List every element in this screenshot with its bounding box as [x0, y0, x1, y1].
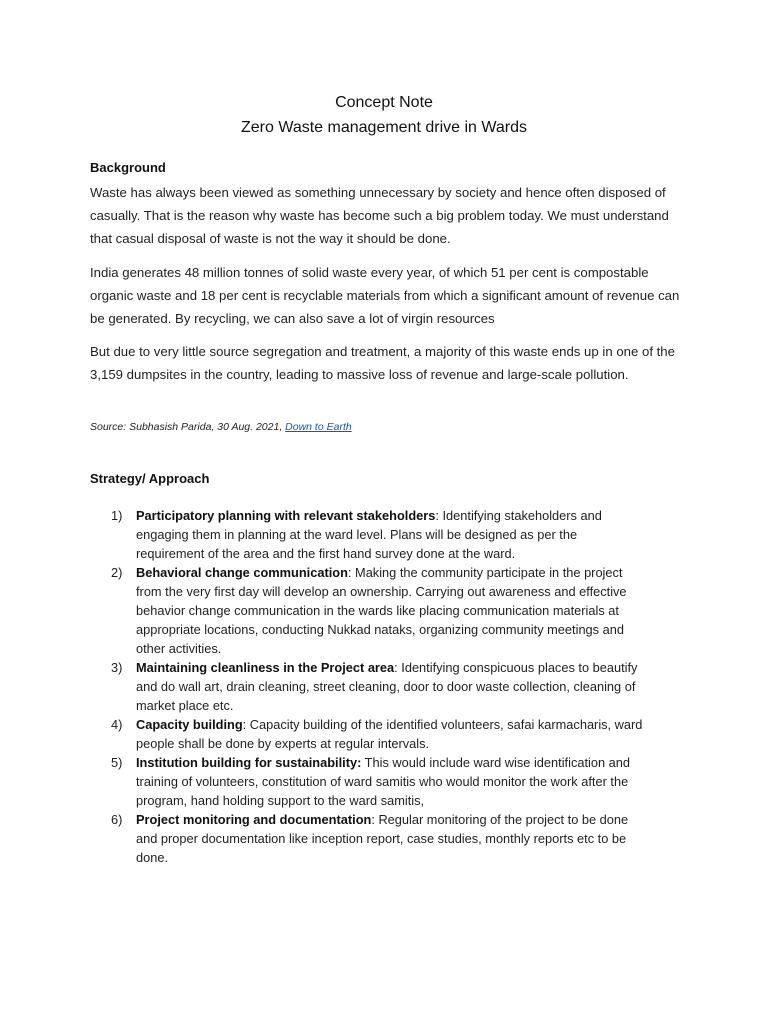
list-item-number: 1): [111, 508, 123, 523]
document-subtitle: Zero Waste management drive in Wards: [240, 119, 528, 136]
list-item-title: Capacity building: [136, 717, 243, 732]
list-item: [90, 506, 690, 563]
list-item-title: Participatory planning with relevant stakeholders: [136, 508, 436, 523]
document-title: Concept Note: [335, 94, 433, 111]
source-citation: [90, 421, 352, 433]
list-item-title: Institution building for sustainability:: [136, 755, 362, 770]
list-item-text: This would include ward wise identification and training of volunteers, constitution of ward samitis who would monitor the work after the program, hand holding support to the ward samitis,: [136, 755, 631, 808]
list-item: [90, 563, 690, 658]
background-paragraph: Waste has always been viewed as something unnecessary by society and hence often disposed of casually. That is the reason why waste has become such a big problem today. We must understand that casual disposal of waste is not the way it should be done.: [90, 185, 669, 246]
list-item: [90, 658, 690, 715]
list-item-title: Project monitoring and documentation: [136, 812, 372, 827]
list-item-number: 2): [111, 565, 123, 580]
list-item: [90, 753, 690, 810]
strategy-heading: Strategy/ Approach: [90, 471, 210, 486]
list-item-number: 6): [111, 812, 123, 827]
source-link[interactable]: Down to Earth: [285, 421, 352, 433]
background-heading: Background: [90, 160, 166, 175]
list-item-text: : Making the community participate in the project from the very first day will develop an ownership. Carrying out awareness and effective behavior change communication in the wards like placing communication materials at appropriate locations, conducting Nukkad nataks, organizing community meetings and other activities.: [136, 565, 627, 656]
list-item: [90, 810, 690, 867]
list-item: [90, 715, 690, 753]
list-item-text: : Identifying conspicuous places to beautify and do wall art, drain cleaning, street cleaning, door to door waste collection, cleaning of market place etc.: [136, 660, 638, 713]
background-paragraph: India generates 48 million tonnes of solid waste every year, of which 51 per cent is compostable organic waste and 18 per cent is recyclable materials from which a significant amount of revenue can be generated. By recycling, we can also save a lot of virgin resources: [90, 265, 680, 326]
list-item-number: 5): [111, 755, 123, 770]
source-text: Source: Subhasish Parida, 30 Aug. 2021,: [90, 421, 286, 433]
strategy-list: [90, 506, 690, 867]
background-paragraph: But due to very little source segregation and treatment, a majority of this waste ends up in one of the 3,159 dumpsites in the country, leading to massive loss of revenue and large-scale pollution.: [90, 344, 675, 382]
list-item-text: : Capacity building of the identified volunteers, safai karmacharis, ward people shall be done by experts at regular intervals.: [136, 717, 643, 751]
list-item-number: 4): [111, 717, 123, 732]
list-item-text: : Identifying stakeholders and engaging them in planning at the ward level. Plans will be designed as per the requirement of the area and the first hand survey done at the ward.: [136, 508, 602, 561]
list-item-title: Behavioral change communication: [136, 565, 348, 580]
list-item-title: Maintaining cleanliness in the Project area: [136, 660, 395, 675]
list-item-text: : Regular monitoring of the project to be done and proper documentation like inception report, case studies, monthly reports etc to be done.: [136, 812, 629, 865]
list-item-number: 3): [111, 660, 123, 675]
